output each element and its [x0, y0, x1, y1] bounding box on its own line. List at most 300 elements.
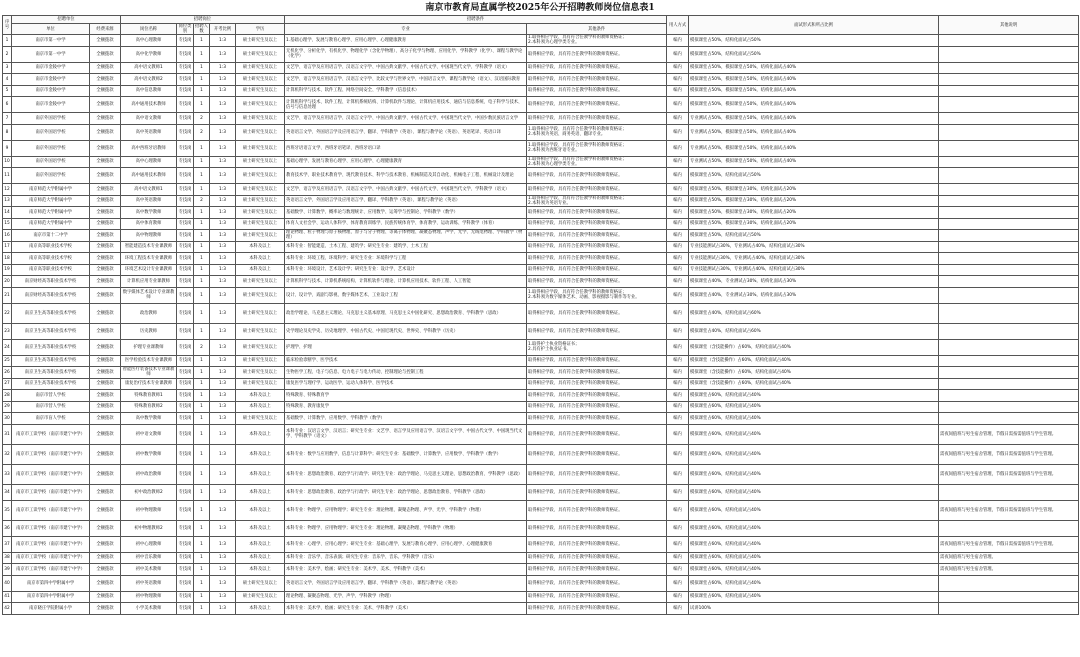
header-post-group: 招聘岗位 [121, 16, 285, 24]
cell-other: 取得相应学段、具有符合任教学科的教师资格证。 [527, 97, 667, 113]
cell-post-type: 专技岗 [177, 62, 194, 74]
cell-post-type: 专技岗 [177, 74, 194, 86]
cell-edu: 硕士研究生及以上 [236, 355, 285, 367]
cell-post-type: 专技岗 [177, 401, 194, 413]
cell-seq: 15 [3, 218, 12, 230]
cell-post-type: 专技岗 [177, 464, 194, 484]
cell-count: 2 [194, 339, 210, 355]
cell-post-name: 高中心理教师 [121, 35, 177, 47]
table-row [3, 35, 1079, 47]
cell-unit: 南京师范大学附属中学 [12, 218, 90, 230]
cell-funding: 全额拨款 [90, 401, 121, 413]
cell-other: 1.取得相应学段、具有符合任教学科的教师资格证； 2.本科须为西班牙语专业。 [527, 140, 667, 156]
cell-post-type: 专技岗 [177, 35, 194, 47]
table-row [3, 591, 1079, 603]
cell-count: 1 [194, 323, 210, 339]
table-row [3, 552, 1079, 564]
cell-edu: 本科及以上 [236, 500, 285, 520]
cell-hire: 编内 [667, 195, 689, 207]
cell-count: 1 [194, 287, 210, 303]
cell-post-name: 高中物理教师 [121, 230, 177, 242]
cell-post-name: 环境工程技术专业课教师 [121, 253, 177, 265]
cell-notes [939, 207, 1079, 219]
cell-other: 1.取得相应学段、具有符合任教学科的教师资格证； 2.本科须为心理学类专业。 [527, 156, 667, 168]
cell-major: 英语语言文学、外国语言学及应用语言学、翻译、学科教学（英语）、课程与教学论（英语） [285, 195, 527, 207]
cell-edu: 硕士研究生及以上 [236, 575, 285, 591]
cell-ratio: 1:3 [210, 46, 236, 62]
cell-major: 本科专业：环境设计、艺术设计学；研究生专业：设计学、艺术设计 [285, 264, 527, 276]
cell-notes [939, 241, 1079, 253]
cell-count: 1 [194, 500, 210, 520]
cell-post-type: 专技岗 [177, 85, 194, 97]
cell-unit: 南京卫生高等职业技术学校 [12, 367, 90, 379]
cell-exam: 模拟课堂占50%，模拟课堂占50%，结构化面试占40% [689, 74, 939, 86]
cell-post-name: 高中西班牙语教师 [121, 140, 177, 156]
cell-other: 取得相应学段、具有符合任教学科的教师资格证。 [527, 500, 667, 520]
recruitment-table [2, 15, 1079, 615]
cell-hire: 编内 [667, 536, 689, 552]
cell-unit: 南京市第四中学附属中学 [12, 575, 90, 591]
cell-other: 取得相应学段、具有符合任教学科的教师资格证。 [527, 444, 667, 464]
cell-unit: 南京市金陵中学 [12, 62, 90, 74]
cell-edu: 本科及以上 [236, 536, 285, 552]
header-unit: 单位 [12, 24, 90, 35]
cell-notes [939, 575, 1079, 591]
cell-ratio: 1:3 [210, 390, 236, 402]
cell-post-name: 智能建造技术专业课教师 [121, 241, 177, 253]
cell-hire: 编内 [667, 603, 689, 615]
cell-major: 本科专业：音乐学、音乐表演；研究生专业：音乐学、音乐、学科教学（音乐） [285, 552, 527, 564]
cell-post-name: 数字媒体艺术设计专业课教师 [121, 287, 177, 303]
cell-post-name: 康复治疗技术专业课教师 [121, 378, 177, 390]
cell-unit: 南京高等职业技术学校 [12, 241, 90, 253]
cell-ratio: 1:3 [210, 591, 236, 603]
cell-post-name: 历史教师 [121, 323, 177, 339]
cell-unit: 南京师范大学附属中学 [12, 195, 90, 207]
cell-count: 1 [194, 575, 210, 591]
cell-other: 取得相应学段、具有符合任教学科的教师资格证。 [527, 536, 667, 552]
cell-post-name: 高中语文教师 [121, 113, 177, 125]
cell-funding: 全额拨款 [90, 46, 121, 62]
cell-notes [939, 85, 1079, 97]
cell-seq: 3 [3, 62, 12, 74]
cell-unit: 南京市盲人学校 [12, 413, 90, 425]
cell-count: 1 [194, 591, 210, 603]
cell-seq: 11 [3, 168, 12, 184]
cell-major: 基础数学、计算数学、概率论与数理统计、应用数学、运筹学与控制论、学科教学（数学） [285, 207, 527, 219]
cell-notes [939, 264, 1079, 276]
cell-hire: 编内 [667, 464, 689, 484]
header-notes: 其他说明 [939, 16, 1079, 35]
cell-notes [939, 603, 1079, 615]
cell-ratio: 1:3 [210, 207, 236, 219]
cell-hire: 编内 [667, 230, 689, 242]
cell-hire: 编内 [667, 303, 689, 323]
cell-ratio: 1:3 [210, 552, 236, 564]
cell-count: 2 [194, 113, 210, 125]
cell-notes [939, 378, 1079, 390]
cell-post-type: 专技岗 [177, 500, 194, 520]
cell-count: 1 [194, 536, 210, 552]
cell-funding: 全额拨款 [90, 113, 121, 125]
cell-notes [939, 230, 1079, 242]
cell-unit: 南京市金陵中学 [12, 74, 90, 86]
cell-other: 取得相应学段、具有符合任教学科的教师资格证。 [527, 218, 667, 230]
cell-post-type: 专技岗 [177, 424, 194, 444]
cell-funding: 全额拨款 [90, 35, 121, 47]
cell-edu: 硕士研究生及以上 [236, 62, 285, 74]
cell-major: 本科专业：心理学、应用心理学；研究生专业：基础心理学、发展与教育心理学、应用心理学、心理健康教育 [285, 536, 527, 552]
cell-other: 取得相应学段、具有符合任教学科的教师资格证。 [527, 184, 667, 196]
cell-edu: 本科及以上 [236, 444, 285, 464]
cell-unit: 南京市第一中学 [12, 46, 90, 62]
cell-other: 取得相应学段、具有符合任教学科的教师资格证。 [527, 74, 667, 86]
cell-exam: 模拟课堂占40%，结构化面试占60% [689, 303, 939, 323]
cell-ratio: 1:3 [210, 218, 236, 230]
cell-unit: 南京晓庄学院附属小学 [12, 603, 90, 615]
cell-funding: 全额拨款 [90, 591, 121, 603]
cell-hire: 编内 [667, 401, 689, 413]
cell-post-name: 特殊教育教师2 [121, 401, 177, 413]
cell-other: 取得相应学段、具有符合任教学科的教师资格证。 [527, 401, 667, 413]
cell-edu: 硕士研究生及以上 [236, 46, 285, 62]
cell-ratio: 1:3 [210, 230, 236, 242]
cell-ratio: 1:3 [210, 276, 236, 288]
cell-seq: 41 [3, 591, 12, 603]
cell-edu: 硕士研究生及以上 [236, 113, 285, 125]
table-row [3, 241, 1079, 253]
cell-exam: 模拟课堂占50%，结构化面试占50% [689, 168, 939, 184]
cell-post-name: 初中政治教师 [121, 464, 177, 484]
cell-post-name: 高中英语教师 [121, 195, 177, 207]
table-row [3, 276, 1079, 288]
cell-hire: 编内 [667, 552, 689, 564]
cell-seq: 35 [3, 500, 12, 520]
cell-notes [939, 323, 1079, 339]
cell-edu: 本科及以上 [236, 424, 285, 444]
cell-count: 1 [194, 168, 210, 184]
cell-post-name: 高中化学教师 [121, 46, 177, 62]
cell-ratio: 1:3 [210, 74, 236, 86]
cell-funding: 全额拨款 [90, 156, 121, 168]
cell-post-name: 小学美术教师 [121, 603, 177, 615]
cell-other: 取得相应学段、具有符合任教学科的教师资格证。 [527, 564, 667, 576]
cell-post-name: 高中数学教师 [121, 207, 177, 219]
cell-post-type: 专技岗 [177, 184, 194, 196]
cell-post-type: 专技岗 [177, 113, 194, 125]
cell-major: 本科专业：思想政治教育、政治学与行政学；研究生专业：政治学理论、马克思主义理论、思想政治教育、学科教学（思政） [285, 464, 527, 484]
cell-ratio: 1:3 [210, 500, 236, 520]
cell-funding: 全额拨款 [90, 603, 121, 615]
cell-seq: 40 [3, 575, 12, 591]
cell-hire: 编内 [667, 207, 689, 219]
cell-notes [939, 113, 1079, 125]
cell-unit: 南京市工读学校（南京市建宁中学） [12, 464, 90, 484]
cell-notes: 需夜间值班与男生宿舍管理。 [939, 552, 1079, 564]
cell-exam: 专业技能测试占30%，专业测试占40%，结构化面试占30% [689, 253, 939, 265]
cell-notes [939, 156, 1079, 168]
cell-exam: 模拟课堂占60%，结构化面试占40% [689, 536, 939, 552]
table-body [3, 35, 1079, 615]
cell-post-type: 专技岗 [177, 303, 194, 323]
cell-funding: 全额拨款 [90, 339, 121, 355]
cell-other: 取得相应学段、具有符合任教学科的教师资格证。 [527, 378, 667, 390]
cell-other: 取得相应学段、具有符合任教学科的教师资格证。 [527, 367, 667, 379]
cell-unit: 南京外国语学校 [12, 156, 90, 168]
cell-post-type: 专技岗 [177, 444, 194, 464]
cell-post-type: 专技岗 [177, 390, 194, 402]
cell-count: 1 [194, 184, 210, 196]
cell-unit: 南京高等职业技术学校 [12, 253, 90, 265]
cell-ratio: 1:3 [210, 264, 236, 276]
cell-notes: 需夜间值班与男生宿舍管理，节假日需按需值班与学生管理。 [939, 464, 1079, 484]
cell-post-type: 专技岗 [177, 536, 194, 552]
header-unit-group: 招聘单位 [12, 16, 121, 24]
cell-post-type: 专技岗 [177, 413, 194, 425]
cell-seq: 42 [3, 603, 12, 615]
cell-post-name: 初中政治教师2 [121, 484, 177, 500]
cell-notes [939, 401, 1079, 413]
cell-count: 1 [194, 564, 210, 576]
cell-count: 1 [194, 413, 210, 425]
cell-unit: 南京市工读学校（南京市建宁中学） [12, 536, 90, 552]
cell-notes [939, 287, 1079, 303]
cell-edu: 硕士研究生及以上 [236, 218, 285, 230]
cell-post-type: 专技岗 [177, 124, 194, 140]
cell-seq: 34 [3, 484, 12, 500]
cell-edu: 硕士研究生及以上 [236, 184, 285, 196]
cell-post-name: 高中语文教师1 [121, 62, 177, 74]
cell-count: 1 [194, 156, 210, 168]
cell-major: 本科专业：物理学、应用物理学；研究生专业：理论物理、凝聚态物理、学科教学（物理） [285, 520, 527, 536]
cell-edu: 本科及以上 [236, 253, 285, 265]
cell-exam: 模拟课堂占40%，专业测试占30%，结构化面试占30% [689, 287, 939, 303]
cell-ratio: 1:3 [210, 355, 236, 367]
cell-other: 1.取得相应学段、具有符合任教学科的教师资格证； 2.本科须为心理学类专业。 [527, 35, 667, 47]
cell-count: 1 [194, 97, 210, 113]
cell-hire: 编内 [667, 413, 689, 425]
cell-major: 文艺学、语言学及应用语言学、汉语言文字学、中国古典文献学、中国古代文学、中国现当代文学、学科教学（语文） [285, 184, 527, 196]
cell-hire: 编内 [667, 276, 689, 288]
cell-seq: 27 [3, 378, 12, 390]
table-row [3, 355, 1079, 367]
cell-other: 取得相应学段、具有符合任教学科的教师资格证。 [527, 575, 667, 591]
cell-notes [939, 484, 1079, 500]
cell-seq: 24 [3, 339, 12, 355]
cell-funding: 全额拨款 [90, 287, 121, 303]
cell-major: 文艺学、语言学及应用语言学、汉语言文字学、中国古典文献学、中国古代文学、中国现当代文学、中国少数民族语言文学 [285, 113, 527, 125]
cell-major: 康复医学与理疗学、运动医学、运动人体科学、医学技术 [285, 378, 527, 390]
cell-exam: 模拟课堂占60%，结构化面试占40% [689, 401, 939, 413]
cell-seq: 10 [3, 156, 12, 168]
cell-notes: 需夜间值班与男生宿舍管理，节假日需按需值班与学生管理。 [939, 444, 1079, 464]
cell-notes [939, 355, 1079, 367]
cell-count: 1 [194, 464, 210, 484]
cell-ratio: 1:3 [210, 323, 236, 339]
cell-post-type: 专技岗 [177, 287, 194, 303]
cell-ratio: 1:3 [210, 156, 236, 168]
cell-major: 特殊教育、教育康复学 [285, 401, 527, 413]
cell-unit: 南京市工读学校（南京市建宁中学） [12, 484, 90, 500]
cell-exam: 模拟课堂占50%，模拟课堂占30%，结构化面试占20% [689, 207, 939, 219]
cell-unit: 南京卫生高等职业技术学校 [12, 323, 90, 339]
cell-edu: 硕士研究生及以上 [236, 367, 285, 379]
table-row [3, 401, 1079, 413]
cell-hire: 编内 [667, 140, 689, 156]
cell-ratio: 1:3 [210, 536, 236, 552]
cell-major: 基础数学、计算数学、应用数学、学科教学（数学） [285, 413, 527, 425]
cell-exam: 模拟课堂占40%，专业测试占30%，结构化面试占30% [689, 276, 939, 288]
table-row [3, 500, 1079, 520]
cell-other: 取得相应学段、具有符合任教学科的教师资格证。 [527, 520, 667, 536]
cell-ratio: 1:3 [210, 62, 236, 74]
cell-ratio: 1:3 [210, 140, 236, 156]
cell-edu: 硕士研究生及以上 [236, 207, 285, 219]
cell-seq: 32 [3, 444, 12, 464]
cell-ratio: 1:3 [210, 241, 236, 253]
cell-seq: 4 [3, 74, 12, 86]
cell-other: 取得相应学段、具有符合任教学科的教师资格证。 [527, 241, 667, 253]
cell-exam: 专业技能测试占30%，专业测试占40%，结构化面试占30% [689, 264, 939, 276]
cell-ratio: 1:3 [210, 464, 236, 484]
cell-ratio: 1:3 [210, 444, 236, 464]
cell-hire: 编内 [667, 339, 689, 355]
cell-unit: 南京外国语学校 [12, 140, 90, 156]
cell-notes [939, 62, 1079, 74]
cell-post-name: 高中体育教师 [121, 218, 177, 230]
cell-hire: 编内 [667, 168, 689, 184]
cell-funding: 全额拨款 [90, 323, 121, 339]
table-row [3, 253, 1079, 265]
cell-exam: 模拟课堂占60%，结构化面试占40% [689, 552, 939, 564]
cell-post-type: 专技岗 [177, 156, 194, 168]
cell-post-name: 高中心理教师 [121, 156, 177, 168]
cell-hire: 编内 [667, 484, 689, 500]
cell-post-name: 初中物理教师2 [121, 520, 177, 536]
table-row [3, 46, 1079, 62]
cell-funding: 全额拨款 [90, 552, 121, 564]
cell-funding: 全额拨款 [90, 520, 121, 536]
cell-funding: 全额拨款 [90, 424, 121, 444]
header-cond-group: 招聘条件 [285, 16, 667, 24]
cell-seq: 6 [3, 97, 12, 113]
cell-unit: 南京师范大学附属中学 [12, 207, 90, 219]
cell-ratio: 1:3 [210, 97, 236, 113]
cell-funding: 全额拨款 [90, 253, 121, 265]
cell-hire: 编内 [667, 85, 689, 97]
cell-count: 1 [194, 253, 210, 265]
table-row [3, 62, 1079, 74]
cell-count: 1 [194, 603, 210, 615]
cell-notes [939, 413, 1079, 425]
cell-major: 英语语言文学、外国语言学及应用语言学、翻译、学科教学（英语）、课程与教学论（英语） [285, 575, 527, 591]
cell-exam: 专业测试占50%，模拟课堂占50%，结构化面试占40% [689, 156, 939, 168]
cell-major: 本科专业：美术学、绘画；研究生专业：美术、学科教学（美术） [285, 603, 527, 615]
cell-unit: 南京外国语学校 [12, 113, 90, 125]
table-row [3, 464, 1079, 484]
cell-edu: 硕士研究生及以上 [236, 85, 285, 97]
cell-edu: 本科及以上 [236, 264, 285, 276]
cell-other: 取得相应学段、具有符合任教学科的教师资格证。 [527, 603, 667, 615]
cell-unit: 南京市工读学校（南京市建宁中学） [12, 424, 90, 444]
cell-notes [939, 390, 1079, 402]
cell-seq: 36 [3, 520, 12, 536]
cell-count: 1 [194, 264, 210, 276]
cell-post-name: 高中通用技术教师 [121, 97, 177, 113]
cell-count: 1 [194, 241, 210, 253]
cell-notes [939, 97, 1079, 113]
cell-funding: 全额拨款 [90, 303, 121, 323]
cell-funding: 全额拨款 [90, 168, 121, 184]
cell-other: 取得相应学段、具有符合任教学科的教师资格证。 [527, 253, 667, 265]
cell-funding: 全额拨款 [90, 184, 121, 196]
cell-edu: 硕士研究生及以上 [236, 287, 285, 303]
cell-seq: 14 [3, 207, 12, 219]
cell-funding: 全额拨款 [90, 355, 121, 367]
cell-ratio: 1:3 [210, 195, 236, 207]
cell-hire: 编内 [667, 520, 689, 536]
cell-seq: 1 [3, 35, 12, 47]
cell-other: 取得相应学段、具有符合任教学科的教师资格证。 [527, 264, 667, 276]
cell-count: 1 [194, 401, 210, 413]
cell-post-name: 高中信息教师 [121, 85, 177, 97]
cell-hire: 编内 [667, 184, 689, 196]
cell-other: 取得相应学段、具有符合任教学科的教师资格证。 [527, 424, 667, 444]
cell-major: 英语语言文学、外国语言学及应用语言学、翻译、学科教学（英语）、课程与教学论（英语）、英语笔译、英语口译 [285, 124, 527, 140]
table-row [3, 564, 1079, 576]
cell-funding: 全额拨款 [90, 464, 121, 484]
cell-edu: 硕士研究生及以上 [236, 276, 285, 288]
cell-unit: 南京财经高等职业技术学校 [12, 276, 90, 288]
cell-edu: 硕士研究生及以上 [236, 124, 285, 140]
table-row [3, 124, 1079, 140]
cell-unit: 南京市第一中学 [12, 35, 90, 47]
header-post-name: 岗位名称 [121, 24, 177, 35]
cell-exam: 模拟课堂（含技能操作）占60%，结构化面试占40% [689, 355, 939, 367]
cell-hire: 编内 [667, 564, 689, 576]
cell-count: 1 [194, 85, 210, 97]
cell-ratio: 1:3 [210, 484, 236, 500]
cell-notes [939, 74, 1079, 86]
cell-post-name: 初中英语教师 [121, 575, 177, 591]
cell-major: 理论物理、凝聚态物理、光学、声学、学科教学（物理） [285, 591, 527, 603]
cell-notes: 需夜间值班与男生宿舍管理，节假日需按需值班与学生管理。 [939, 424, 1079, 444]
cell-seq: 31 [3, 424, 12, 444]
cell-exam: 专业测试占50%，模拟课堂占50%，结构化面试占40% [689, 140, 939, 156]
cell-funding: 全额拨款 [90, 444, 121, 464]
header-major: 专业 [285, 24, 527, 35]
cell-exam: 模拟课堂占60%，结构化面试占40% [689, 520, 939, 536]
cell-funding: 全额拨款 [90, 207, 121, 219]
cell-unit: 南京卫生高等职业技术学校 [12, 355, 90, 367]
cell-seq: 7 [3, 113, 12, 125]
cell-major: 文艺学、语言学及应用语言学、汉语言文字学、比较文学与世界文学、中国语言文学、课程与教学论（语文）、汉语国际教育 [285, 74, 527, 86]
cell-exam: 模拟课堂占60%，结构化面试占40% [689, 575, 939, 591]
cell-exam: 专业测试占50%，模拟课堂占50%，结构化面试占40% [689, 113, 939, 125]
cell-seq: 26 [3, 367, 12, 379]
cell-notes [939, 367, 1079, 379]
cell-other: 取得相应学段、具有符合任教学科的教师资格证。 [527, 207, 667, 219]
cell-major: 计算机科学与技术、计算机系统结构、计算机软件与理论、计算机应用技术、软件工程、人工智能 [285, 276, 527, 288]
table-row [3, 195, 1079, 207]
cell-count: 1 [194, 74, 210, 86]
cell-hire: 编内 [667, 35, 689, 47]
cell-funding: 全额拨款 [90, 74, 121, 86]
cell-unit: 南京市工读学校（南京市建宁中学） [12, 444, 90, 464]
cell-unit: 南京市第十二中学 [12, 230, 90, 242]
cell-edu: 硕士研究生及以上 [236, 156, 285, 168]
cell-post-name: 高中通用技术教师 [121, 168, 177, 184]
